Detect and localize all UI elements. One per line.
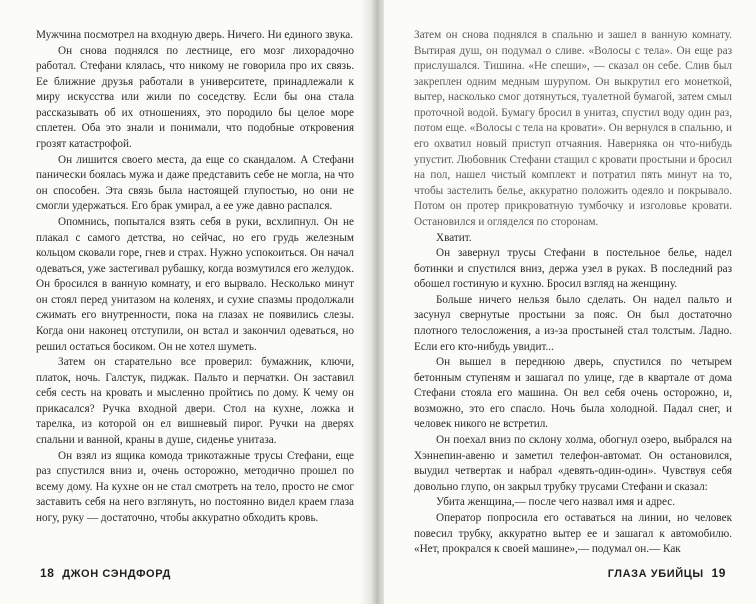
paragraph: Опомнись, попытался взять себя в руки, всхлипнул. Он не плакал с самого детства, но сейчас, но его грудь железным кольцом сковали горе, гнев и страх. Нужно успокоиться. Он начал одеваться, уже застегивал рубашку, когда возмутился его желудок. Он бросился в ванную комнату, и его вырвало. Несколько минут он стоял перед унитазом на коленях, и сухие спазмы продолжали сжимать его внутренности, пока на глазах не появились слезы. Когда они наконец отступили, он встал и закончил одеваться, но решил остаться босиком. Он не хотел шуметь.: [36, 215, 354, 353]
paragraph: Затем он старательно все проверил: бумажник, ключи, платок, ночь. Галстук, пиджак. Пальто и перчатки. Он заставил себя сесть на кровать и мысленно пройтись по дому. К чему он прикасался? Ручка входной двери. Стол на кухне, ложка и тарелка, из которой он ел вишневый пирог. Ручки на дверях спальни и ванной, краны в душе, сиденье унитаза.: [36, 356, 354, 447]
paragraph: Он вышел в переднюю дверь, спустился по четырем бетонным ступеням и зашагал по улице, где в квартале от дома Стефани стояла его машина. Он вел себя очень осторожно, и, возможно, это его спасло. Ночь была холодной. Падал снег, и человек никого не встретил.: [414, 356, 732, 431]
paragraph: Мужчина посмотрел на входную дверь. Ничего. Ни единого звука.: [36, 29, 354, 41]
paragraph: Он снова поднялся по лестнице, его мозг лихорадочно работал. Стефани клялась, что никому не говорила про их связь. Ее ближние друзья работали в университете, принадлежали к миру искусства или жили по соседству. Если бы она стала рассказывать об их отношениях, это породило бы целое море сплетен. Оба это знали и понимали, что подобные откровения грозят катастрофой.: [36, 44, 354, 151]
paragraph: Оператор попросила его оставаться на линии, но человек повесил трубку, аккуратно вытер ее и зашагал к автомобилю. «Нет, прокрался к своей машине»,— подумал он.— Как: [414, 511, 732, 556]
page-number: 18: [40, 566, 55, 580]
paragraph: Больше ничего нельзя было сделать. Он надел пальто и засунул свернутые простыни за пояс. Он был достаточно плотного телосложения, а из-за простыней стал толстым. Ладно. Если его кто-нибудь увидит...: [414, 293, 732, 353]
paragraph: Он поехал вниз по склону холма, обогнул озеро, выбрался на Хэннепин-авеню и заметил телефон-автомат. Он остановился, выудил четвертак и набрал «девять-один-один». Чувствуя себя довольно глупо, он закрыл трубку трусами Стефани и сказал:: [414, 434, 732, 493]
running-head-author: ДЖОН СЭНДФОРД: [62, 568, 171, 580]
page-number: 19: [711, 566, 726, 580]
right-footer: [608, 566, 730, 580]
right-page-text: [414, 28, 732, 558]
left-page: [0, 0, 372, 604]
left-footer: [36, 566, 171, 580]
paragraph: Он завернул трусы Стефани в постельное белье, надел ботинки и спустился вниз, держа узел в руках. В последний раз обошел гостиную и кухню. Бросил взгляд на женщину.: [414, 247, 732, 291]
paragraph: Он лишится своего места, да еще со скандалом. А Стефани панически боялась мужа и даже представить себе не могла, на что он способен. Эта связь была настоящей глупостью, но они не смогли удержаться. Его брак умирал, а ее уже давно распался.: [36, 153, 354, 213]
paragraph: Затем он снова поднялся в спальню и зашел в ванную комнату. Вытирая душ, он подумал о сливе. «Волосы с тела». Он еще раз прислушался. Тишина. «Не спеши», — сказал он себе. Слив был закреплен одним медным шурупом. Он выкрутил его монеткой, вытер, насколько смог дотянуться, туалетной бумагой, затем смыл проточной водой. Бумагу бросил в унитаз, спустил воду один раз, потом еще. «Волосы с тела на кровати». Он вернулся в спальню, и его охватил новый приступ отчаяния. Наверняка он что-нибудь упустит. Любовник Стефани стащил с кровати простыни и бросил на пол, нашел чистый комплект и потратил пять минут на то, чтобы застелить белье, аккуратно положить одеяло и покрывало. Потом он протер прикроватную тумбочку и изголовье кровати. Остановился и огляделся по сторонам.: [414, 29, 732, 228]
running-head-title: ГЛАЗА УБИЙЦЫ: [607, 568, 704, 580]
paragraph: Убита женщина,— после чего назвал имя и адрес.: [436, 496, 676, 509]
right-page: [384, 0, 756, 604]
paragraph: Он взял из ящика комода трикотажные трусы Стефани, еще раз спустился вниз и, очень осторожно, методично прошел по всему дому. На кухне он не стал смотреть на тело, просто не смог заставить себя на него взглянуть, но постоянно видел краем глаза ногу, руку — достаточно, чтобы аккуратно обходить кровь.: [36, 449, 354, 524]
left-page-text: [36, 28, 354, 527]
paragraph: Хватит.: [436, 231, 472, 244]
